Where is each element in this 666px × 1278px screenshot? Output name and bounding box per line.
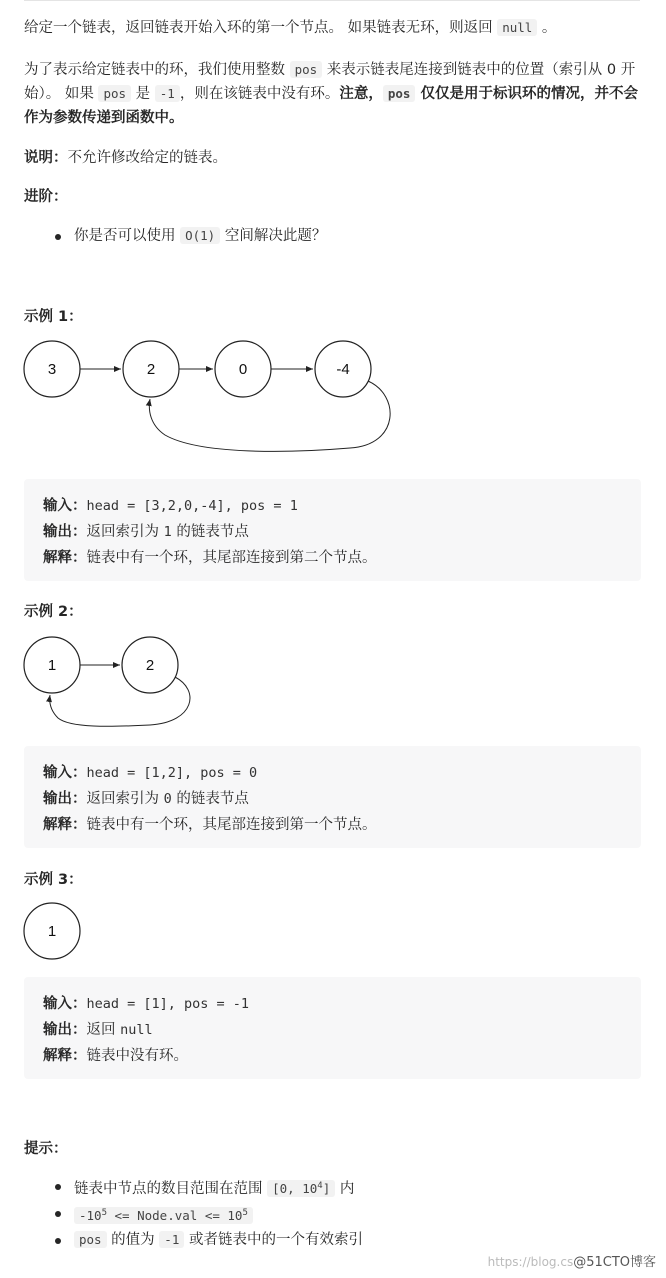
list-item: [54, 1201, 363, 1228]
inline-code-pos: pos: [290, 61, 323, 78]
node-label: -4: [336, 361, 350, 378]
output-label: 输出：: [43, 524, 87, 540]
node-label: 3: [47, 361, 57, 378]
output-code: 0: [163, 791, 172, 807]
input-label: 输入：: [43, 765, 87, 781]
node-label: 0: [238, 361, 248, 378]
p2-text-b: 来表示链表尾连接到链表中的位置（索引从 0 开始）。 如果: [24, 62, 636, 102]
code-part: [0, 10: [272, 1181, 318, 1197]
p2-text-c: 是: [131, 86, 155, 102]
hint-text: 内: [335, 1181, 355, 1198]
example-3-diagram: [0, 900, 90, 964]
intro-text: 给定一个链表，返回链表开始入环的第一个节点。 如果链表无环，则返回: [24, 20, 498, 36]
example-2-box: [24, 746, 641, 848]
explain-line: [43, 545, 622, 571]
inline-code-null: null: [497, 19, 537, 36]
watermark: [488, 1251, 656, 1270]
note-text: 不允许修改给定的链表。: [67, 150, 227, 166]
watermark-brand: @51CTO博客: [573, 1255, 656, 1270]
node-label: 1: [47, 923, 57, 940]
list-item: [54, 1174, 363, 1201]
code-part: <= Node.val <= 10: [107, 1208, 243, 1224]
input-label: 输入：: [43, 996, 87, 1012]
inline-code-val-range: [74, 1207, 253, 1224]
output-text: 返回索引为: [86, 524, 164, 540]
output-code: null: [120, 1022, 153, 1038]
explain-line: [43, 1043, 622, 1069]
input-line: [43, 991, 622, 1017]
inline-code-pos: pos: [74, 1231, 107, 1248]
note-line: [24, 146, 644, 170]
p2-text-a: 为了表示给定链表中的环，我们使用整数: [24, 62, 290, 78]
advanced-heading: 进阶：: [24, 189, 68, 205]
code-sup: 5: [242, 1208, 248, 1219]
output-text: 返回索引为: [86, 791, 164, 807]
input-label: 输入：: [43, 498, 87, 514]
code-part: -10: [79, 1208, 102, 1224]
top-divider: [24, 0, 640, 1]
explain-label: 解释：: [43, 550, 87, 566]
input-value: head = [1,2], pos = 0: [86, 765, 258, 781]
input-value: head = [1], pos = -1: [86, 996, 250, 1012]
output-text: 的链表节点: [171, 791, 249, 807]
list-item: [54, 1228, 363, 1252]
node-label: 2: [146, 361, 156, 378]
example-1-title: 示例 1：: [24, 309, 83, 325]
example-3-box: [24, 977, 641, 1079]
intro-paragraph-2: [24, 58, 640, 130]
advanced-text-a: 你是否可以使用: [74, 228, 181, 244]
p2-bold-note: 注意，: [339, 86, 383, 102]
note-label: 说明：: [24, 150, 68, 166]
hints-heading: 提示：: [24, 1141, 68, 1157]
watermark-url: https://blog.cs: [487, 1255, 574, 1269]
list-item: [54, 224, 326, 248]
inline-code-range: [267, 1180, 335, 1197]
explain-label: 解释：: [43, 817, 87, 833]
hints-list: [54, 1174, 363, 1252]
output-line: [43, 519, 622, 545]
example-2-diagram: [0, 630, 220, 735]
advanced-list: [54, 224, 326, 248]
inline-code-minus-one: -1: [155, 85, 180, 102]
explain-text: 链表中没有环。: [86, 1048, 188, 1064]
advanced-text-b: 空间解决此题？: [220, 228, 327, 244]
example-1-box: [24, 479, 641, 581]
output-label: 输出：: [43, 1022, 87, 1038]
intro-end: 。: [537, 20, 557, 36]
code-sup: 4: [317, 1181, 323, 1191]
explain-text: 链表中有一个环，其尾部连接到第二个节点。: [86, 550, 377, 566]
hint-text: 的值为: [106, 1232, 160, 1249]
output-label: 输出：: [43, 791, 87, 807]
explain-text: 链表中有一个环，其尾部连接到第一个节点。: [86, 817, 377, 833]
output-line: [43, 786, 622, 812]
hint-text: 或者链表中的一个有效索引: [184, 1232, 363, 1249]
inline-code-pos: pos: [98, 85, 131, 102]
input-line: [43, 760, 622, 786]
example-1-diagram: [0, 335, 420, 465]
example-2-title: 示例 2：: [24, 604, 83, 620]
output-text: 返回: [86, 1022, 121, 1038]
code-sup: 5: [101, 1208, 107, 1219]
explain-line: [43, 812, 622, 838]
inline-code-o1: O(1): [180, 227, 220, 244]
output-code: 1: [163, 524, 172, 540]
hint-text: 链表中节点的数目范围在范围: [74, 1181, 268, 1198]
output-line: [43, 1017, 622, 1043]
code-part: ]: [322, 1181, 331, 1197]
input-value: head = [3,2,0,-4], pos = 1: [86, 498, 298, 514]
p2-text-d: ，则在该链表中没有环。: [179, 86, 340, 102]
explain-label: 解释：: [43, 1048, 87, 1064]
output-text: 的链表节点: [171, 524, 249, 540]
example-3-title: 示例 3：: [24, 872, 83, 888]
node-label: 1: [47, 657, 57, 674]
input-line: [43, 493, 622, 519]
p2-bold-text: 仅仅是用于标识环的情况，并不会作为参数传递到函数中。: [24, 86, 638, 126]
inline-code-minus-one: -1: [159, 1231, 184, 1248]
intro-paragraph-1: [24, 16, 644, 40]
node-label: 2: [145, 657, 155, 674]
inline-code-pos: pos: [383, 85, 416, 102]
